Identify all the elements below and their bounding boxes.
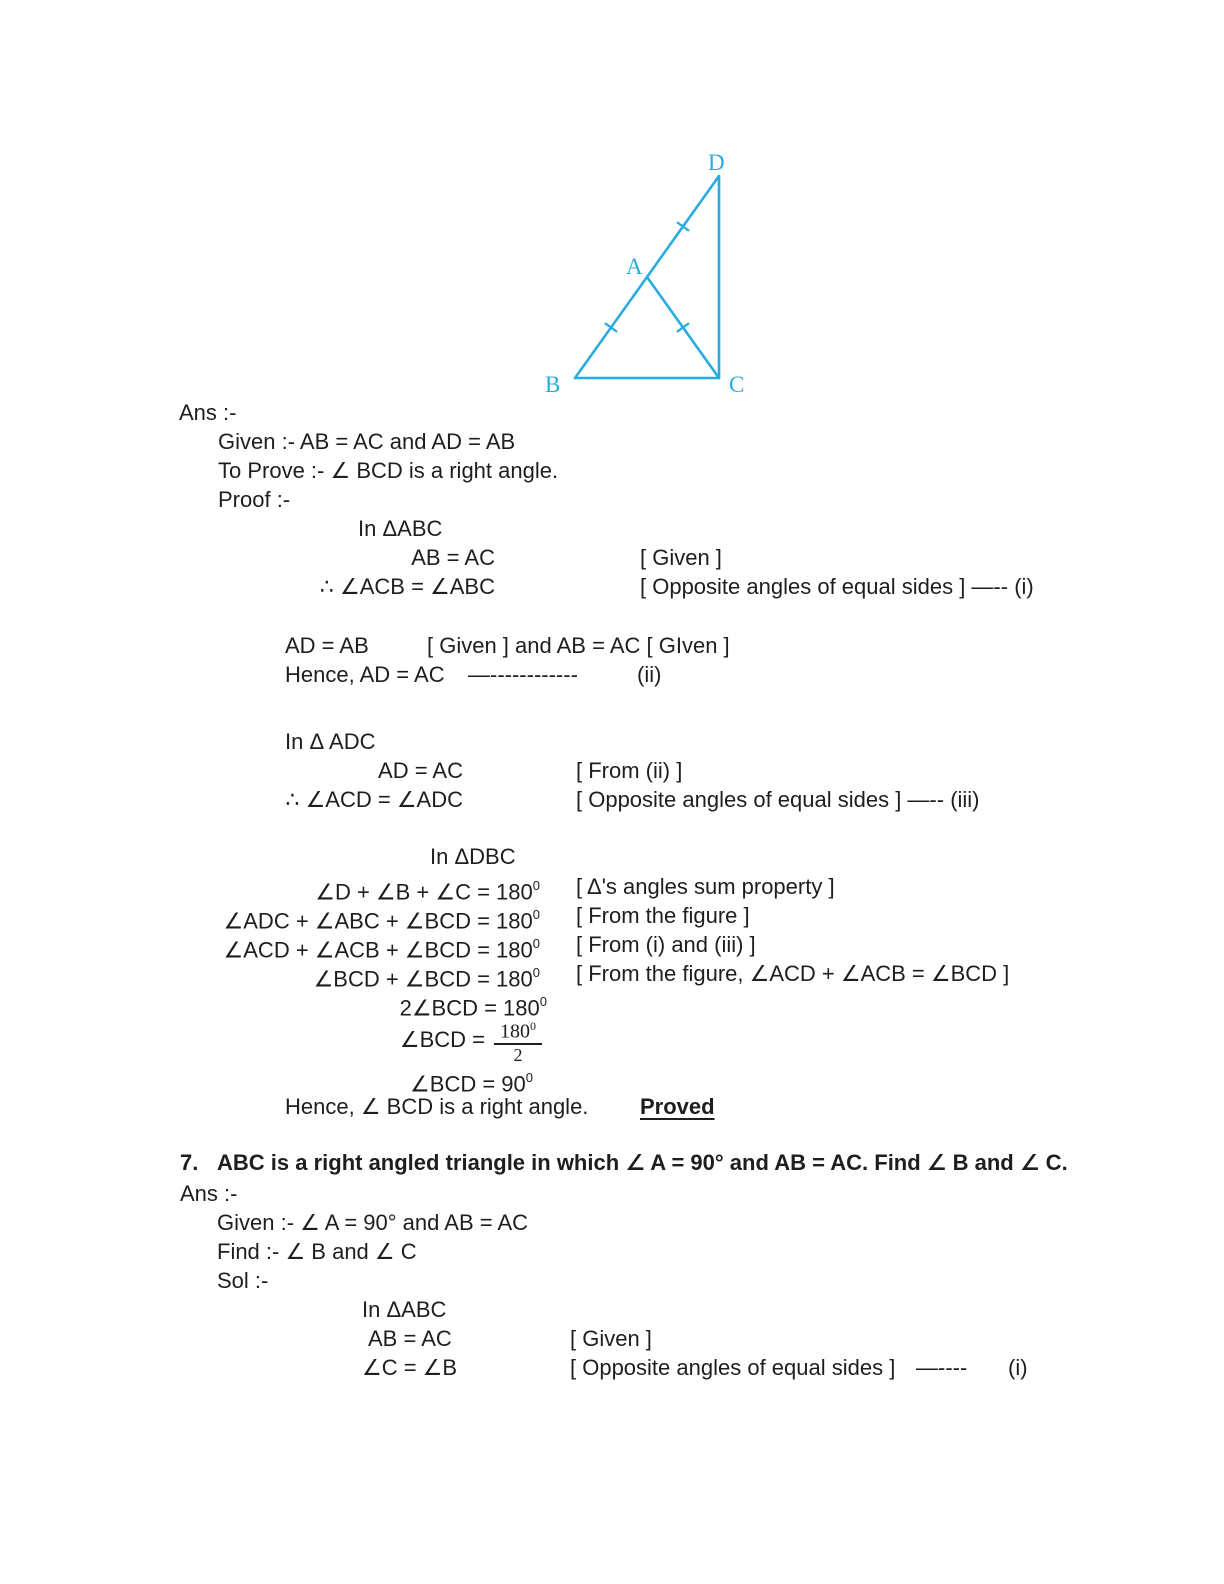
dash-run: —---- [916, 1355, 968, 1380]
statement: ∠BCD + ∠BCD = $180^0$ [313, 965, 540, 992]
statement: ∠BCD = $90^0$ [410, 1070, 533, 1097]
in-triangle-adc: In Δ ADC [285, 729, 376, 754]
conclusion-row [0, 1094, 1224, 1119]
statement: AB = AC [368, 1326, 452, 1351]
statement: ∴ ∠ACB = ∠ABC [319, 574, 495, 599]
statement-row [0, 1326, 1224, 1351]
dash-run: —------------ [468, 662, 578, 687]
statement: ∠ADC + ∠ABC + ∠BCD = $180^0$ [223, 907, 540, 934]
statement: AB = AC [411, 545, 495, 570]
in-triangle-dbc: In ΔDBC [430, 844, 516, 869]
reason: [ Opposite angles of equal sides ] [570, 1355, 896, 1380]
reason: [ Opposite angles of equal sides ] —-- (i) [640, 574, 1034, 599]
proved-label: Proved [640, 1094, 715, 1119]
reason: [ From (i) and (iii) ] [576, 932, 756, 957]
question-number: 7. [180, 1150, 199, 1175]
ans-label: Ans :- [179, 400, 237, 425]
reason: [ Given ] [640, 545, 722, 570]
question-7 [0, 1150, 1224, 1175]
statement-row [0, 758, 1224, 783]
tick-AD [678, 223, 689, 231]
statement-row [0, 662, 1224, 687]
statement-row [0, 633, 1224, 658]
vertex-label-A: A [626, 254, 643, 279]
fraction [494, 1015, 542, 1066]
statement: ∠ACD + ∠ACB + ∠BCD = $180^0$ [223, 936, 540, 963]
reason: [ From the figure, ∠ACD + ∠ACB = ∠BCD ] [576, 961, 1010, 986]
fraction-denominator: 2 [513, 1045, 523, 1066]
statement: 2∠BCD = $180^0$ [399, 994, 547, 1021]
reason: [ From the figure ] [576, 903, 750, 928]
statement-row [0, 874, 1224, 905]
fraction-lhs: ∠BCD = [399, 1027, 485, 1052]
to-prove-line: To Prove :- ∠ BCD is a right angle. [218, 458, 559, 483]
in-triangle-abc: In ΔABC [358, 516, 443, 541]
statement-row [0, 574, 1224, 599]
vertex-label-C: C [729, 372, 745, 397]
reason: [ Given ] and AB = AC [ GIven ] [427, 633, 730, 658]
statement: AD = AB [285, 633, 369, 658]
reason: [ Opposite angles of equal sides ] —-- (iii) [576, 787, 980, 812]
statement: ∠D + ∠B + ∠C = $180^0$ [315, 878, 540, 905]
statement: ∠C = ∠B [362, 1355, 458, 1380]
statement: AD = AC [378, 758, 463, 783]
ans-label: Ans :- [180, 1181, 238, 1206]
conclusion-text: Hence, ∠ BCD is a right angle. [285, 1094, 589, 1119]
statement-row [0, 787, 1224, 812]
proof-label: Proof :- [218, 487, 291, 512]
reason: [ Given ] [570, 1326, 652, 1351]
statement-row [0, 961, 1224, 992]
vertex-label-B: B [545, 372, 561, 397]
equation-ref: (i) [1008, 1355, 1028, 1380]
statement: Hence, AD = AC [285, 662, 445, 687]
statement-row [0, 1066, 1224, 1097]
equation-ref: (ii) [637, 662, 662, 687]
fraction-row [180, 1016, 542, 1064]
statement-row [0, 545, 1224, 570]
statement-row [0, 990, 1224, 1021]
given-line: Given :- AB = AC and AD = AB [218, 429, 516, 454]
sol-label: Sol :- [217, 1268, 269, 1293]
statement: ∴ ∠ACD = ∠ADC [285, 787, 463, 812]
given-line: Given :- ∠ A = 90° and AB = AC [217, 1210, 529, 1235]
in-triangle-abc: In ΔABC [362, 1297, 447, 1322]
fraction-numerator: $180^0$ [494, 1015, 542, 1046]
reason: [ From (ii) ] [576, 758, 683, 783]
statement-row [0, 1355, 1224, 1380]
tick-AC [678, 324, 689, 332]
triangle-figure [540, 140, 760, 402]
statement-row [0, 903, 1224, 934]
statement-row [0, 932, 1224, 963]
question-text: ABC is a right angled triangle in which ∠ A = 90° and AB = AC. Find ∠ B and ∠ C. [217, 1150, 1068, 1175]
vertex-label-D: D [708, 150, 725, 175]
reason: [ Δ's angles sum property ] [576, 874, 835, 899]
find-line: Find :- ∠ B and ∠ C [217, 1239, 417, 1264]
tick-AB [606, 324, 617, 332]
